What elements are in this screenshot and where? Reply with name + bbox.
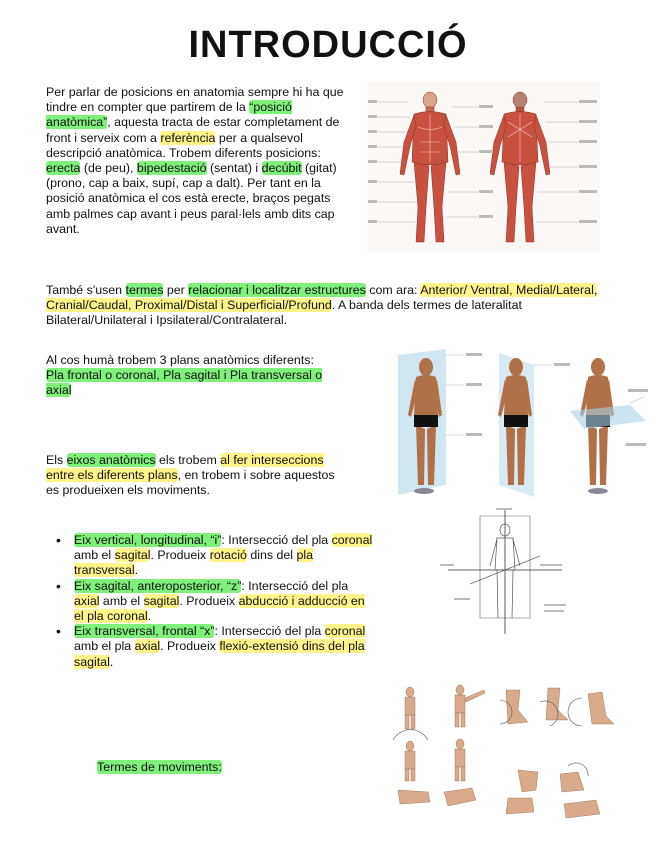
- intro-highlight-decubit: decúbit: [261, 161, 302, 176]
- intro-text-5: (sentat) i: [206, 161, 262, 176]
- axis-text: .: [134, 563, 139, 578]
- axis-text: . Produeix: [150, 548, 210, 563]
- axis-bullet-sagittal: [46, 579, 376, 625]
- axis-text: amb el: [99, 593, 144, 608]
- axis-text: : Intersecció del pla: [241, 578, 349, 593]
- terms-text-3: com ara:: [365, 283, 421, 297]
- planes-paragraph: [46, 353, 336, 399]
- movements-heading: [97, 760, 222, 775]
- terms-text-2: per: [163, 283, 189, 297]
- axes-paragraph: [46, 453, 346, 499]
- axes-figure: [440, 508, 570, 638]
- axis-bullet-transversal: [46, 624, 376, 670]
- axis-text: : Intersecció del pla: [221, 533, 332, 547]
- planes-figure: [384, 345, 654, 505]
- intro-highlight-posicio: “posició anatòmica”: [46, 100, 292, 130]
- axis-plane-highlight: sagital: [114, 548, 151, 563]
- axis-name-highlight: Eix transversal, frontal “x”: [74, 624, 215, 639]
- planes-illustration: [384, 345, 654, 505]
- axes-highlight-interseccions: al fer interseccions entre els diferents plans: [46, 453, 324, 483]
- axis-name-highlight: Eix vertical, longitudinal, “i”: [74, 533, 222, 547]
- axis-plane-highlight: axial: [134, 639, 161, 654]
- terms-text-1: També s'usen: [46, 283, 126, 297]
- intro-text-3: per a qualsevol descripció anatòmica. Trobem diferents posicions:: [46, 130, 321, 160]
- axis-movement-highlight: abducció i adducció en el pla coronal: [74, 593, 365, 624]
- axis-name-highlight: Eix sagital, anteroposterior, “z”: [74, 578, 242, 593]
- intro-text-2: , aquesta tracta de estar completament de front i serveix com a: [46, 115, 340, 145]
- axis-text: . Produeix: [160, 639, 220, 654]
- intro-text-4: (de peu),: [80, 161, 137, 176]
- axis-text: amb el: [74, 548, 115, 563]
- axis-plane-highlight: coronal: [324, 624, 366, 639]
- axes-text-1: Els: [46, 453, 67, 467]
- axis-plane-highlight: axial: [74, 593, 100, 608]
- intro-highlight-referencia: referència: [160, 130, 216, 145]
- axis-text: : Intersecció del pla: [214, 624, 325, 639]
- axis-movement-highlight: rotació: [209, 548, 247, 563]
- terms-highlight-relacionar: relacionar i localitzar estructures: [188, 283, 366, 297]
- axis-text: .: [109, 654, 114, 669]
- terms-highlight-list: Anterior/ Ventral, Medial/Lateral, Cranial/Caudal, Proximal/Distal i Superficial/Profund: [46, 283, 598, 313]
- movements-highlight: Termes de moviments:: [97, 760, 222, 774]
- page-title: INTRODUCCIÓ: [188, 24, 468, 66]
- axes-text-2: els trobem: [155, 453, 221, 467]
- intro-text-1: Per parlar de posicions en anatomia sempre hi ha que tindre en compter que partirem de la: [46, 85, 344, 115]
- muscle-anatomy-figure: [368, 82, 600, 252]
- axes-illustration: [440, 508, 570, 638]
- terms-paragraph: [46, 283, 621, 329]
- axis-bullet-vertical: [46, 533, 376, 579]
- axes-highlight-eixos: eixos anatòmics: [66, 453, 156, 467]
- intro-highlight-erecta: erecta: [46, 161, 81, 176]
- terms-text-4: . A banda dels termes de lateralitat Bilateral/Unilateral i Ipsilateral/Contralateral.: [46, 298, 522, 328]
- planes-highlight: Pla frontal o coronal, Pla sagital i Pla transversal o axial: [46, 368, 323, 398]
- terms-highlight-termes: termes: [125, 283, 164, 297]
- planes-intro-text: Al cos humà trobem 3 plans anatòmics diferents:: [46, 353, 314, 367]
- axis-plane-highlight: pla transversal: [74, 548, 314, 578]
- movements-figure: [388, 680, 620, 830]
- axis-plane-highlight: sagital: [143, 593, 180, 608]
- axis-movement-highlight: flexió-extensió dins del pla sagital: [74, 639, 365, 669]
- axes-text-3: , en trobem i sobre aquestos es produeixen els moviments.: [46, 468, 335, 498]
- axis-text: dins del: [246, 548, 297, 563]
- axis-text: .: [147, 609, 152, 624]
- muscle-anatomy-illustration: [368, 82, 600, 252]
- movements-illustration: [388, 680, 620, 830]
- axis-text: amb el pla: [74, 639, 135, 654]
- axis-plane-highlight: coronal: [331, 533, 373, 547]
- intro-text-6: (gitat)(prono, cap a baix, supí, cap a dalt). Per tant en la posició anatòmica el cos està erecte, braços pegats amb palmes cap avant i peus paral·lels amb dits cap avant.: [46, 161, 337, 236]
- axes-bullet-list: [46, 533, 376, 670]
- axis-text: . Produeix: [179, 593, 239, 608]
- intro-highlight-bipedestacio: bipedestació: [136, 161, 207, 176]
- intro-paragraph: [46, 85, 351, 237]
